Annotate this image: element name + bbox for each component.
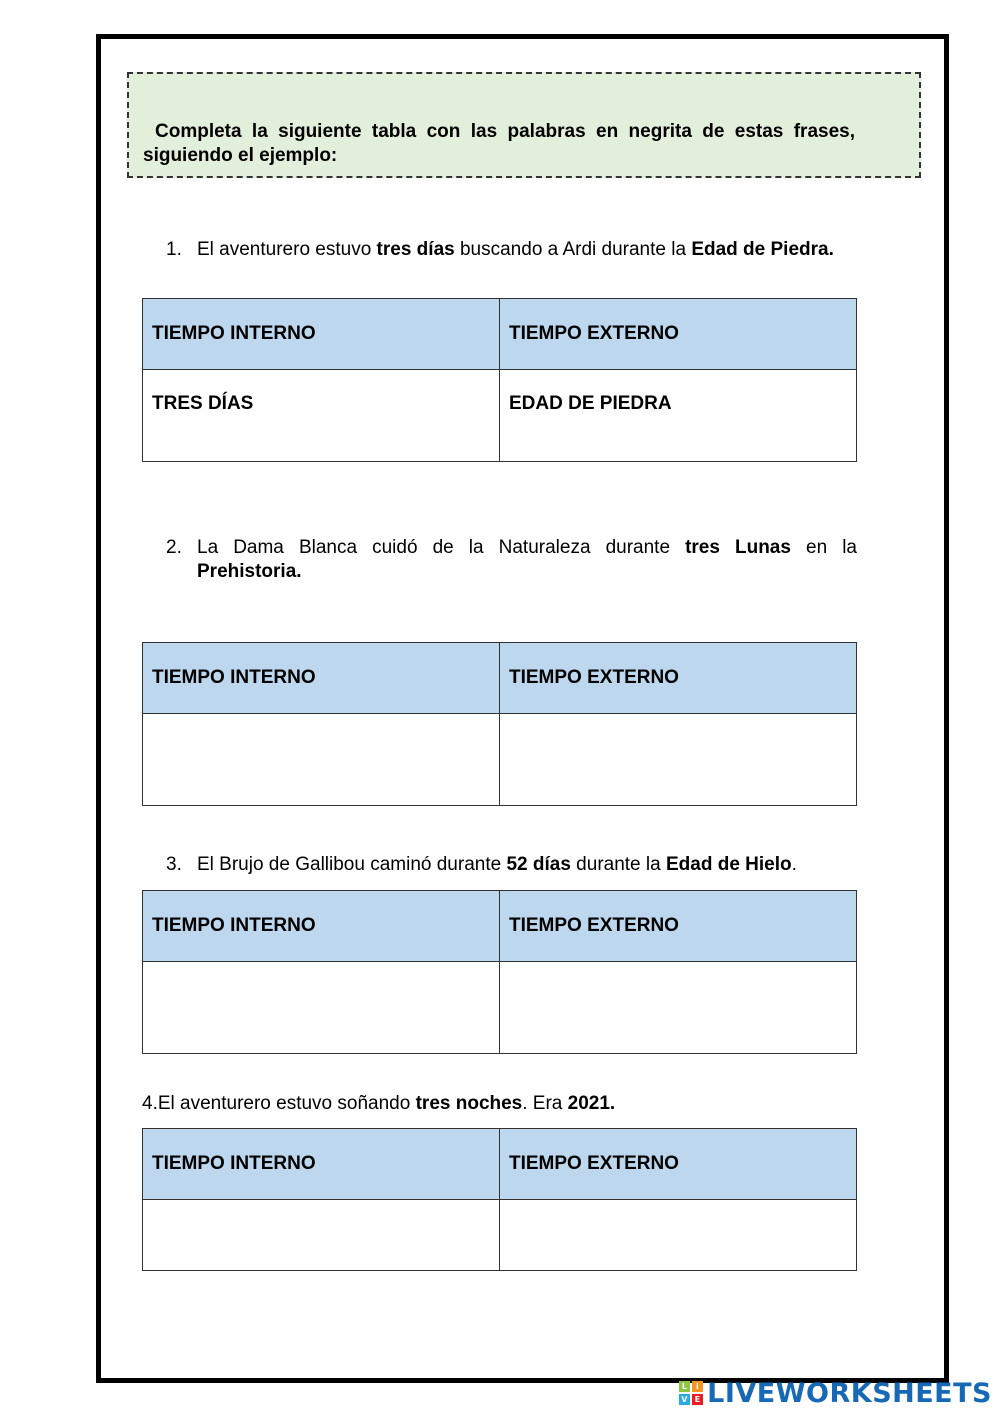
- answer-cell-internal[interactable]: [143, 714, 500, 806]
- liveworksheets-logo-text: LIVEWORKSHEETS: [707, 1377, 992, 1409]
- question-text: La Dama Blanca cuidó de la Naturaleza durante tres Lunas en la Prehistoria.: [197, 537, 857, 582]
- question-text: El aventurero estuvo soñando tres noches. Era 2021.: [157, 1093, 616, 1114]
- table-header-internal: TIEMPO INTERNO: [143, 891, 500, 962]
- table-header-internal: TIEMPO INTERNO: [143, 1129, 500, 1200]
- answer-table-4: [142, 1128, 857, 1271]
- instruction-box: [127, 72, 921, 178]
- question-number: 4.: [142, 1093, 158, 1114]
- answer-cell-external[interactable]: [500, 962, 857, 1054]
- answer-cell-external[interactable]: [500, 1200, 857, 1271]
- answer-cell-external[interactable]: [500, 714, 857, 806]
- answer-table-1: [142, 298, 857, 462]
- table-header-internal: TIEMPO INTERNO: [143, 643, 500, 714]
- table-header-internal: TIEMPO INTERNO: [143, 299, 500, 370]
- table-header-external: TIEMPO EXTERNO: [500, 299, 857, 370]
- answer-cell-internal[interactable]: TRES DÍAS: [143, 370, 500, 462]
- question-text: El Brujo de Gallibou caminó durante 52 días durante la Edad de Hielo.: [197, 854, 797, 875]
- question-number: 3.: [166, 854, 182, 875]
- instruction-text: Completa la siguiente tabla con las palabras en negrita de estas frases, siguiendo el ejemplo:: [143, 121, 855, 166]
- question-number: 1.: [166, 239, 182, 260]
- liveworksheets-logo-icon: L i V E: [679, 1381, 703, 1405]
- answer-table-3: [142, 890, 857, 1054]
- table-header-external: TIEMPO EXTERNO: [500, 643, 857, 714]
- answer-cell-internal[interactable]: [143, 1200, 500, 1271]
- answer-cell-internal[interactable]: [143, 962, 500, 1054]
- question-number: 2.: [166, 537, 182, 558]
- question-text: El aventurero estuvo tres días buscando a Ardi durante la Edad de Piedra.: [197, 239, 834, 260]
- question-2: [166, 536, 857, 584]
- answer-cell-external[interactable]: EDAD DE PIEDRA: [500, 370, 857, 462]
- table-header-external: TIEMPO EXTERNO: [500, 1129, 857, 1200]
- table-header-external: TIEMPO EXTERNO: [500, 891, 857, 962]
- question-3: [166, 853, 857, 877]
- liveworksheets-logo: [679, 1378, 992, 1408]
- question-1: [166, 238, 857, 262]
- question-4: [142, 1092, 857, 1116]
- answer-table-2: [142, 642, 857, 806]
